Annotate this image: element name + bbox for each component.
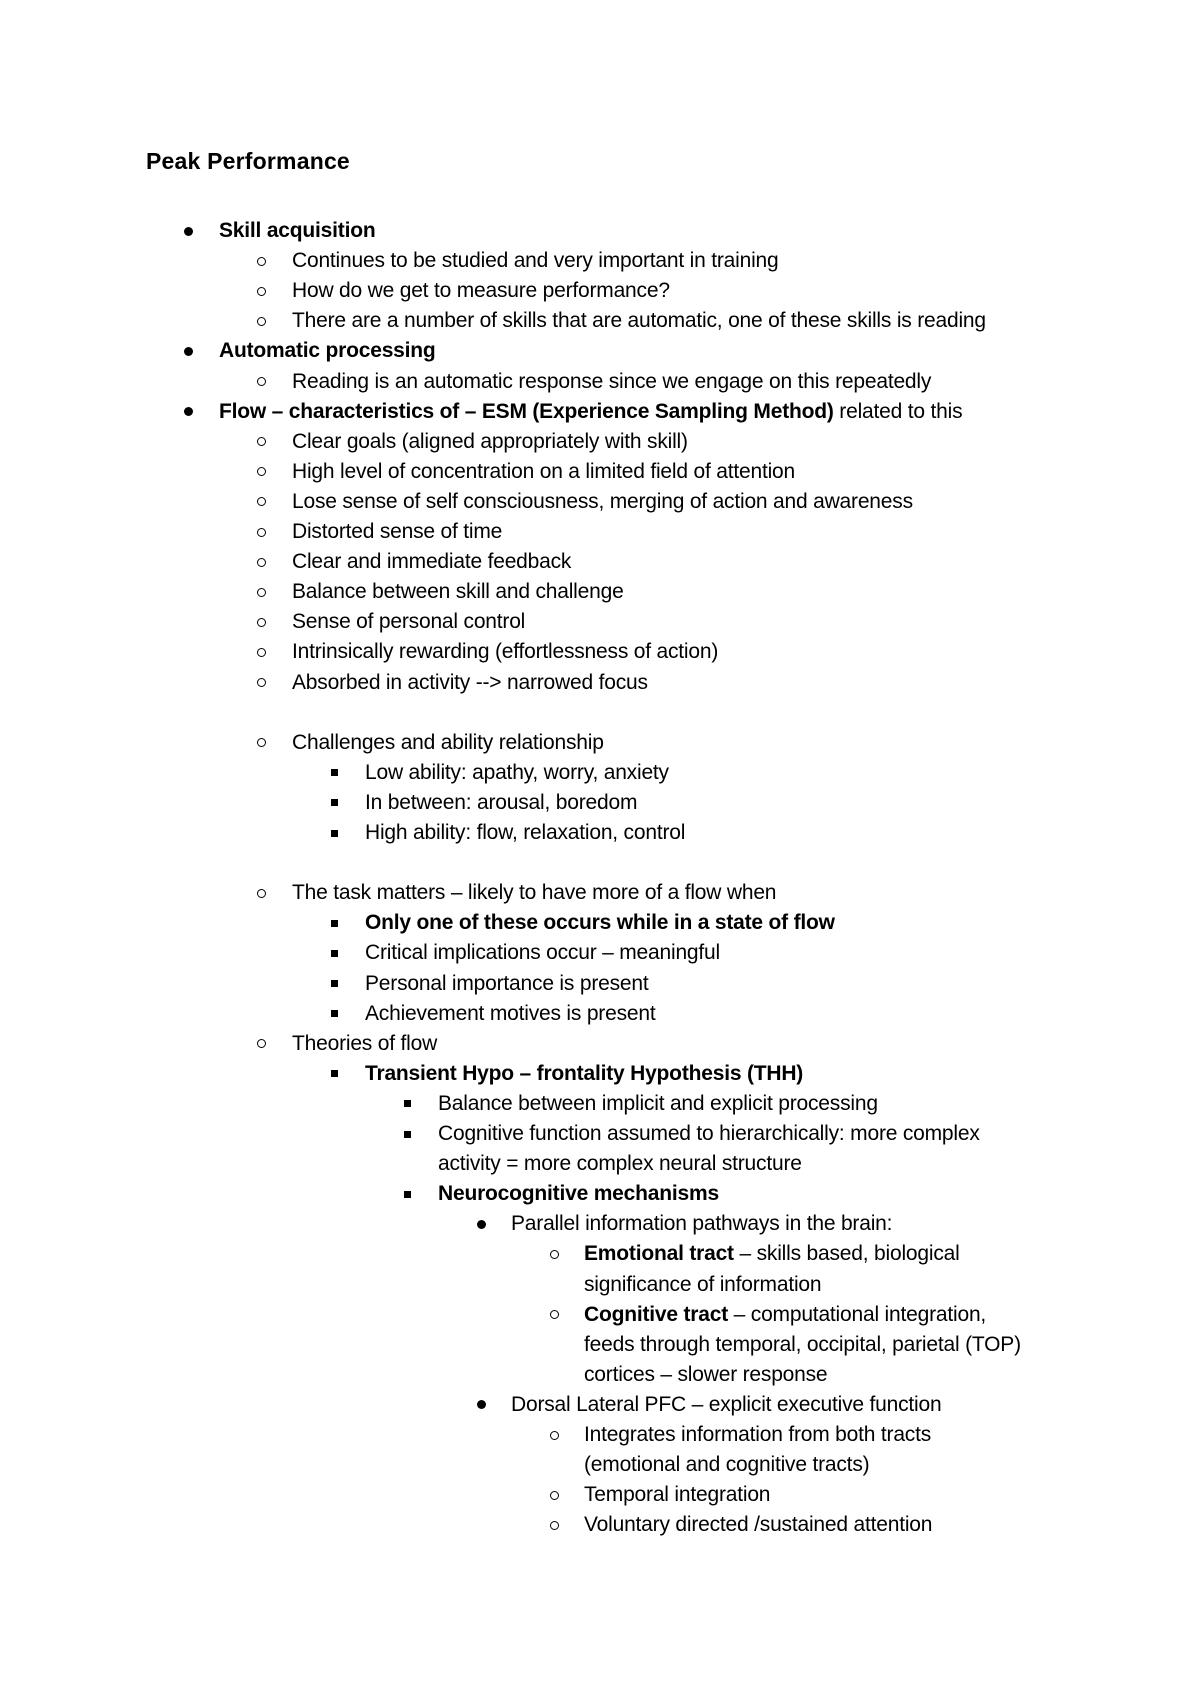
outline-item-level-6 bbox=[584, 1360, 827, 1390]
item-text: Temporal integration bbox=[584, 1483, 771, 1507]
item-text: Balance between skill and challenge bbox=[292, 580, 624, 604]
bullet-disc-icon bbox=[184, 407, 193, 416]
outline-item-level-1 bbox=[219, 216, 375, 246]
item-text: Reading is an automatic response since we engage on this repeatedly bbox=[292, 369, 932, 393]
bullet-square-icon bbox=[331, 769, 338, 776]
bullet-square-icon bbox=[331, 980, 338, 987]
item-text: – skills based, biological bbox=[733, 1242, 960, 1266]
outline-item-level-3 bbox=[365, 758, 669, 788]
bullet-square-icon bbox=[404, 1191, 411, 1198]
item-text: Sense of personal control bbox=[292, 610, 526, 634]
bullet-square-icon bbox=[331, 950, 338, 957]
bold-text: Flow – characteristics of – ESM (Experience Sampling Method) bbox=[219, 399, 834, 423]
item-text: Distorted sense of time bbox=[292, 520, 503, 543]
item-text: Low ability: apathy, worry, anxiety bbox=[365, 760, 669, 784]
outline-item-level-2 bbox=[292, 487, 913, 517]
outline-item-level-6 bbox=[584, 1300, 986, 1330]
outline-item-level-2 bbox=[292, 276, 670, 306]
bullet-ring-icon bbox=[257, 618, 266, 627]
bullet-ring-icon bbox=[257, 678, 266, 687]
bullet-ring-icon bbox=[257, 588, 266, 597]
item-text: The task matters – likely to have more of a flow when bbox=[292, 881, 777, 905]
item-text: Integrates information from both tracts bbox=[584, 1423, 932, 1446]
bullet-ring-icon bbox=[257, 257, 266, 266]
bullet-ring-icon bbox=[550, 1521, 559, 1530]
outline-item-level-2 bbox=[292, 367, 931, 397]
bullet-square-icon bbox=[331, 799, 338, 806]
bullet-ring-icon bbox=[257, 317, 266, 326]
bullet-square-icon bbox=[331, 1070, 338, 1077]
bold-text: Automatic processing bbox=[219, 339, 436, 363]
outline-item-level-2 bbox=[292, 547, 571, 577]
bullet-disc-icon bbox=[184, 347, 193, 356]
outline-item-level-6 bbox=[584, 1450, 869, 1480]
outline-item-level-3 bbox=[365, 999, 655, 1029]
item-text: Voluntary directed /sustained attention bbox=[584, 1513, 933, 1537]
item-text: Dorsal Lateral PFC – explicit executive function bbox=[511, 1392, 942, 1416]
bullet-ring-icon bbox=[550, 1491, 559, 1500]
item-text: In between: arousal, boredom bbox=[365, 790, 638, 814]
bullet-ring-icon bbox=[550, 1431, 559, 1440]
outline-item-level-6 bbox=[584, 1420, 931, 1450]
outline-item-level-6 bbox=[584, 1510, 932, 1540]
bullet-disc-icon bbox=[477, 1220, 486, 1229]
outline-item-level-4 bbox=[438, 1149, 802, 1179]
bullet-disc-icon bbox=[477, 1400, 486, 1409]
bullet-square-icon bbox=[404, 1100, 411, 1107]
outline-item-level-3 bbox=[365, 938, 720, 968]
bold-text: Cognitive tract bbox=[584, 1302, 729, 1326]
bullet-ring-icon bbox=[257, 467, 266, 476]
item-text: significance of information bbox=[584, 1272, 822, 1296]
bullet-square-icon bbox=[404, 1131, 411, 1138]
item-text: Achievement motives is present bbox=[365, 1001, 656, 1025]
item-text: Theories of flow bbox=[292, 1031, 438, 1055]
outline-item-level-2 bbox=[292, 668, 648, 698]
outline-item-level-1 bbox=[219, 336, 436, 366]
outline-item-level-2 bbox=[292, 306, 986, 336]
item-text: (emotional and cognitive tracts) bbox=[584, 1453, 870, 1477]
outline-item-level-2 bbox=[292, 427, 688, 457]
document-title: Peak Performance bbox=[146, 148, 350, 174]
item-text: Balance between implicit and explicit processing bbox=[438, 1091, 878, 1115]
item-text: Critical implications occur – meaningful bbox=[365, 941, 720, 965]
outline-item-level-6 bbox=[584, 1330, 1021, 1360]
item-text: There are a number of skills that are automatic, one of these skills is reading bbox=[292, 309, 986, 333]
outline-item-level-5 bbox=[511, 1390, 941, 1420]
bullet-ring-icon bbox=[257, 738, 266, 747]
bold-text: Emotional tract bbox=[584, 1242, 734, 1266]
bullet-ring-icon bbox=[257, 889, 266, 898]
bullet-square-icon bbox=[331, 920, 338, 927]
outline-item-level-2 bbox=[292, 517, 502, 547]
bold-text: Skill acquisition bbox=[219, 219, 376, 242]
item-text: Absorbed in activity --> narrowed focus bbox=[292, 670, 648, 694]
outline-item-level-2 bbox=[292, 637, 718, 667]
outline-item-level-2 bbox=[292, 728, 604, 758]
item-text: Continues to be studied and very important in training bbox=[292, 249, 779, 273]
item-text: How do we get to measure performance? bbox=[292, 279, 670, 303]
item-text: Clear goals (aligned appropriately with skill) bbox=[292, 429, 688, 453]
bullet-ring-icon bbox=[257, 287, 266, 296]
item-text: activity = more complex neural structure bbox=[438, 1152, 802, 1176]
bullet-ring-icon bbox=[257, 497, 266, 506]
bullet-ring-icon bbox=[550, 1310, 559, 1319]
item-text: Personal importance is present bbox=[365, 971, 649, 995]
item-text: Cognitive function assumed to hierarchically: more complex bbox=[438, 1122, 980, 1145]
outline-item-level-4 bbox=[438, 1179, 719, 1209]
item-text: High level of concentration on a limited field of attention bbox=[292, 459, 796, 483]
bullet-ring-icon bbox=[257, 437, 266, 446]
outline-item-level-6 bbox=[584, 1239, 960, 1269]
bullet-ring-icon bbox=[257, 1039, 266, 1048]
outline-item-level-6 bbox=[584, 1270, 821, 1300]
outline-item-level-3 bbox=[365, 788, 637, 818]
item-text: related to this bbox=[833, 399, 963, 423]
outline-item-level-2 bbox=[292, 607, 525, 637]
outline-item-level-3 bbox=[365, 818, 685, 848]
bold-text: Neurocognitive mechanisms bbox=[438, 1182, 719, 1206]
item-text: Lose sense of self consciousness, merging of action and awareness bbox=[292, 489, 913, 513]
bullet-disc-icon bbox=[184, 227, 193, 236]
item-text: Challenges and ability relationship bbox=[292, 730, 604, 754]
outline-item-level-6 bbox=[584, 1480, 770, 1510]
item-text: cortices – slower response bbox=[584, 1362, 828, 1386]
outline-item-level-5 bbox=[511, 1209, 892, 1239]
outline-item-level-2 bbox=[292, 1029, 437, 1059]
item-text: Parallel information pathways in the brain: bbox=[511, 1212, 893, 1236]
outline-item-level-3 bbox=[365, 1059, 803, 1089]
bullet-ring-icon bbox=[550, 1250, 559, 1259]
bold-text: Transient Hypo – frontality Hypothesis (THH) bbox=[365, 1061, 804, 1085]
outline-item-level-4 bbox=[438, 1089, 878, 1119]
item-text: feeds through temporal, occipital, parietal (TOP) bbox=[584, 1332, 1021, 1356]
outline-item-level-4 bbox=[438, 1119, 980, 1149]
outline-item-level-1 bbox=[219, 397, 962, 427]
outline-item-level-2 bbox=[292, 457, 795, 487]
outline-item-level-3 bbox=[365, 969, 648, 999]
bullet-ring-icon bbox=[257, 558, 266, 567]
item-text: – computational integration, bbox=[728, 1302, 987, 1326]
outline-item-level-2 bbox=[292, 878, 776, 908]
item-text: High ability: flow, relaxation, control bbox=[365, 821, 686, 844]
bullet-square-icon bbox=[331, 1010, 338, 1017]
bullet-square-icon bbox=[331, 830, 338, 837]
bold-text: Only one of these occurs while in a state of flow bbox=[365, 911, 835, 935]
outline-item-level-3 bbox=[365, 908, 835, 938]
item-text: Clear and immediate feedback bbox=[292, 550, 572, 574]
outline-item-level-2 bbox=[292, 246, 779, 276]
bullet-ring-icon bbox=[257, 648, 266, 657]
bullet-ring-icon bbox=[257, 377, 266, 386]
outline-item-level-2 bbox=[292, 577, 624, 607]
item-text: Intrinsically rewarding (effortlessness of action) bbox=[292, 640, 719, 664]
bullet-ring-icon bbox=[257, 528, 266, 537]
